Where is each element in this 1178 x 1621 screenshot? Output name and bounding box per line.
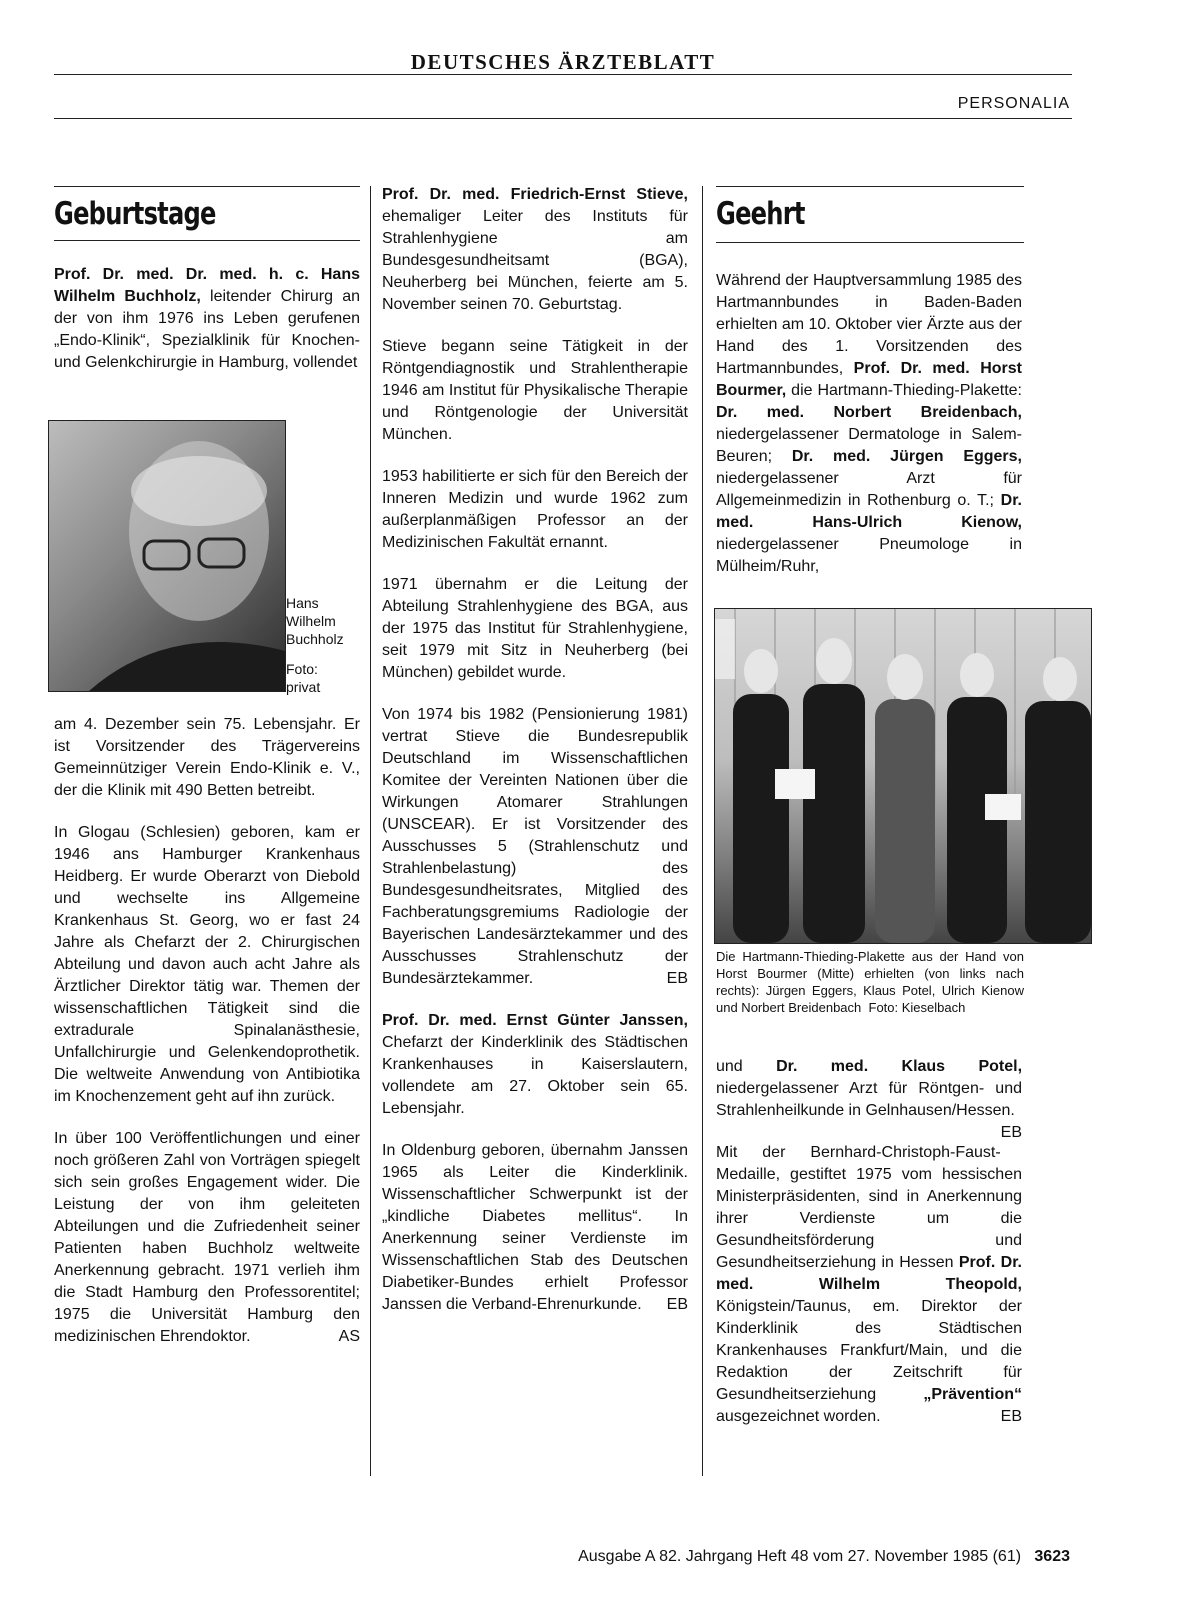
column-divider-1 xyxy=(370,186,371,1476)
portrait-caption-name: Hans Wilhelm Buchholz xyxy=(286,595,344,647)
page-number: 3623 xyxy=(1034,1548,1070,1565)
signature-eb-3: EB xyxy=(1000,1124,1022,1141)
person-name-buchholz: Prof. Dr. med. Dr. med. h. c. Hans Wilhelm Buchholz, xyxy=(54,266,360,305)
person-name-janssen: Prof. Dr. med. Ernst Günter Janssen, xyxy=(382,1012,688,1029)
section-label: PERSONALIA xyxy=(957,95,1070,112)
col3-body xyxy=(716,1056,1022,1448)
person-name-theopold: Prof. Dr. med. Wilhelm Theopold, xyxy=(716,1254,1022,1293)
masthead: DEUTSCHES ÄRZTEBLATT xyxy=(410,50,716,74)
column-divider-2 xyxy=(702,186,703,1476)
col2-p3: 1953 habilitierte er sich für den Bereich der Inneren Medizin und wurde 1962 zum außerplanmäßigen Professor an der Medizinischen Fakultät ernannt. xyxy=(382,468,688,551)
signature-eb-2: EB xyxy=(666,1296,688,1313)
magazine-name-praevention: „Prävention“ xyxy=(923,1386,1022,1403)
portrait-photo-buchholz xyxy=(48,420,286,692)
col2-p7: In Oldenburg geboren, übernahm Janssen 1965 als Leiter die Kinderklinik. Wissenschaftlicher Schwerpunkt ist der „kindliche Diabetes mellitus“. In Anerkennung seiner Verdienste im Wissenschaftlichen Stab des Deutschen Diabetiker-Bundes erhielt Professor Janssen die Verband-Ehrenurkunde. xyxy=(382,1142,688,1313)
footer-issue: Ausgabe A 82. Jahrgang Heft 48 vom 27. November 1985 (61) xyxy=(578,1548,1022,1565)
col3-p1-text-d: niedergelassener Arzt für Allgemeinmedizin in Rothenburg o. T.; xyxy=(716,470,1022,509)
col3-heading-rule-top xyxy=(716,186,1024,187)
page-footer xyxy=(578,1548,1070,1566)
col1-p1-text: leitender Chirurg an der von ihm 1976 ins Leben gerufenen „Endo-Klinik“, Spezialklinik für Knochen- und Gelenkchirurgie in Hamburg, vollendet xyxy=(54,288,361,371)
col3-p1-text-a: Während der Hauptversammlung 1985 des Hartmannbundes in Baden-Baden erhielten am 10. Oktober vier Ärzte aus der Hand des 1. Vorsitzenden des Hartmannbundes, xyxy=(716,272,1022,377)
col1-p3: In über 100 Veröffentlichungen und einer noch größeren Zahl von Vorträgen spiegelt sich sein großes Engagement wider. Die Leistung der von ihm geleiteten Abteilungen und die Zufriedenheit seiner Patienten haben Buchholz weltweite Anerkennung gebracht. 1971 verlieh ihm die Stadt Hamburg den Professorentitel; 1975 die Universität Hamburg den medizinischen Ehrendoktor. xyxy=(54,1130,360,1345)
header-rule-top xyxy=(54,74,1072,75)
col2-p1-text: ehemaliger Leiter des Instituts für Strahlenhygiene am Bundesgesundheitsamt (BGA), Neuherberg bei München, feierte am 5. November seinen 70. Geburtstag. xyxy=(382,208,688,313)
col2-p4: 1971 übernahm er die Leitung der Abteilung Strahlenhygiene des BGA, aus der 1975 das Institut für Strahlenhygiene, seit 1979 mit Sitz in Neuherberg (bei München) gebildet wurde. xyxy=(382,576,688,681)
col1-intro xyxy=(54,264,360,394)
col1-p1-cont: am 4. Dezember sein 75. Lebensjahr. Er ist Vorsitzender des Trägervereins Gemeinnütziger Verein Endo-Klinik e. V., der die Klinik mit 490 Betten betreibt. xyxy=(54,716,360,799)
group-photo-caption-text: Die Hartmann-Thieding-Plakette aus der Hand von Horst Bourmer (Mitte) erhielten (von links nach rechts): Jürgen Eggers, Klaus Potel, Ulrich Kienow und Norbert Breidenbach xyxy=(716,949,1024,1015)
portrait-caption-credit: Foto: privat xyxy=(286,661,321,695)
heading-geburtstage: Geburtstage xyxy=(54,196,216,232)
col1-p2: In Glogau (Schlesien) geboren, kam er 1946 ans Hamburger Krankenhaus Heidberg. Er wurde Oberarzt von Diebold und wechselte ins Allgemeine Krankenhaus St. Georg, wo er fast 24 Jahre als Chefarzt der 2. Chirurgischen Abteilung und davon auch acht Jahre als Ärztlicher Direktor tätig war. Themen der wissenschaftlichen Tätigkeit sind die extradurale Spinalanästhesie, Unfallchirurgie und Gelenkendoprothetik. Die weltweite Anwendung von Antibiotika im Knochenzement geht auf ihn zurück. xyxy=(54,824,360,1105)
col3-heading-rule-bottom xyxy=(716,242,1024,243)
col3-p2-text-b: niedergelassener Arzt für Röntgen- und Strahlenheilkunde in Gelnhausen/Hessen. xyxy=(716,1080,1022,1119)
col1-body xyxy=(54,714,360,1368)
person-name-eggers: Dr. med. Jürgen Eggers, xyxy=(791,448,1023,465)
col2-p6-text: Chefarzt der Kinderklinik des Städtischen Krankenhauses in Kaiserslautern, vollendete am 27. Oktober sein 65. Lebensjahr. xyxy=(382,1034,688,1117)
person-name-potel: Dr. med. Klaus Potel, xyxy=(776,1058,1023,1075)
signature-eb-4: EB xyxy=(1000,1408,1022,1425)
col3-p1-text-b: die Hartmann-Thieding-Plakette: xyxy=(786,382,1022,399)
col3-p2-text-a: und xyxy=(716,1058,777,1075)
col1-heading-rule-top xyxy=(54,186,360,187)
col2-p5: Von 1974 bis 1982 (Pensionierung 1981) vertrat Stieve die Bundesrepublik Deutschland im Wissenschaftlichen Komitee der Vereinten Nationen über die Wirkungen Atomarer Strahlungen (UNSCEAR). Er ist Vorsitzender des Ausschusses 5 (Strahlenschutz und Strahlenbelastung) des Bundesgesundheitsrates, Mitglied des Fachberatungsgremiums Radiologie der Bayerischen Landesärztekammer und des Ausschusses Strahlenschutz der Bundesärztekammer. xyxy=(382,706,688,987)
portrait-illustration xyxy=(49,421,285,691)
col1-heading-rule-bottom xyxy=(54,240,360,241)
heading-geehrt: Geehrt xyxy=(716,196,805,232)
header-rule-bottom xyxy=(54,118,1072,119)
col3-p1-text-e: niedergelassener Pneumologe in Mülheim/Ruhr, xyxy=(716,536,1022,575)
col3-p3-text-c: ausgezeichnet worden. xyxy=(716,1408,881,1425)
group-photo-award xyxy=(714,608,1092,944)
col2-p2: Stieve begann seine Tätigkeit in der Röntgendiagnostik und Strahlentherapie 1946 am Institut für Physikalische Therapie und Röntgenologie der Universität München. xyxy=(382,338,688,443)
col3-p3-text-a: Mit der Bernhard-Christoph-Faust-Medaille, gestiftet 1975 vom hessischen Ministerpräsidenten, sind in Anerkennung ihrer Verdienste um die Gesundheitsförderung und Gesundheitserziehung in Hessen xyxy=(716,1144,1022,1271)
person-name-stieve: Prof. Dr. med. Friedrich-Ernst Stieve, xyxy=(382,186,688,203)
col3-p3-text-b: Königstein/Taunus, em. Direktor der Kinderklinik des Städtischen Krankenhauses Frankfurt/Main, und die Redaktion der Zeitschrift für Gesundheitserziehung xyxy=(716,1298,1022,1403)
signature-eb-1: EB xyxy=(666,970,688,987)
group-photo-credit: Foto: Kieselbach xyxy=(868,1000,966,1015)
col3-p1-text-c: niedergelassener Dermatologe in Salem-Beuren; xyxy=(716,426,1022,465)
person-name-bourmer: Prof. Dr. med. Horst Bourmer, xyxy=(716,360,1023,399)
col2-body xyxy=(382,184,688,1336)
group-photo-illustration xyxy=(715,609,1091,943)
col3-intro xyxy=(716,270,1022,598)
signature-as: AS xyxy=(338,1328,360,1345)
group-photo-caption xyxy=(716,948,1024,1016)
person-name-breidenbach: Dr. med. Norbert Breidenbach, xyxy=(716,404,1022,421)
person-name-kienow: Dr. med. Hans-Ulrich Kienow, xyxy=(716,492,1022,531)
